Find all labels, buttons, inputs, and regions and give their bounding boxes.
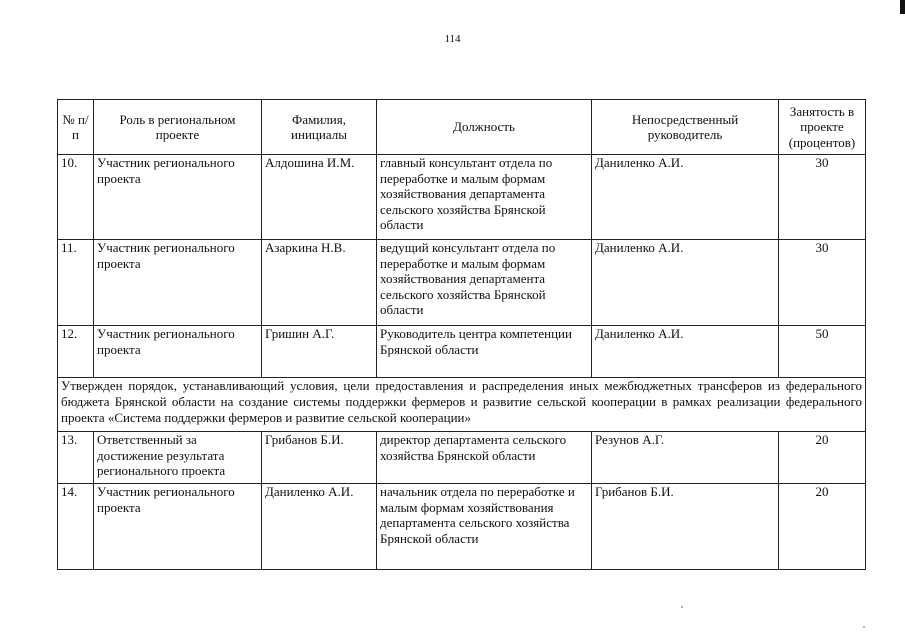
row-load: 30	[779, 155, 866, 240]
row-role: Участник регионального проекта	[94, 326, 262, 378]
row-role: Участник регионального проекта	[94, 155, 262, 240]
row-manager: Грибанов Б.И.	[592, 484, 779, 570]
row-position: ведущий консультант отдела по переработке и малым формам хозяйствования департамента сельского хозяйства Брянской области	[377, 240, 592, 326]
row-load: 20	[779, 484, 866, 570]
section-text: Утвержден порядок, устанавливающий условия, цели предоставления и распределения иных межбюджетных трансферов из федерального бюджета Брянской области на создание системы поддержки фермеров и развитие сельской кооперации в рамках реализации федерального проекта «Система поддержки фермеров и развитие сельской кооперации»	[58, 378, 866, 432]
row-number: 11.	[58, 240, 94, 326]
header-number: № п/п	[58, 100, 94, 155]
table-row	[58, 240, 866, 326]
row-role: Участник регионального проекта	[94, 484, 262, 570]
row-role: Ответственный за достижение результата регионального проекта	[94, 432, 262, 484]
page-number: 114	[444, 33, 461, 45]
header-load: Занятость в проекте (процентов)	[779, 100, 866, 155]
row-load: 30	[779, 240, 866, 326]
row-number: 10.	[58, 155, 94, 240]
header-position: Должность	[377, 100, 592, 155]
table-row	[58, 155, 866, 240]
row-manager: Даниленко А.И.	[592, 240, 779, 326]
row-manager: Резунов А.Г.	[592, 432, 779, 484]
row-name: Алдошина И.М.	[262, 155, 377, 240]
row-manager: Даниленко А.И.	[592, 155, 779, 240]
row-name: Даниленко А.И.	[262, 484, 377, 570]
row-number: 14.	[58, 484, 94, 570]
header-role: Роль в региональном проекте	[94, 100, 262, 155]
row-position: главный консультант отдела по переработке и малым формам хозяйствования департамента сельского хозяйства Брянской области	[377, 155, 592, 240]
row-manager: Даниленко А.И.	[592, 326, 779, 378]
scan-edge-mark	[900, 0, 905, 14]
row-position: Руководитель центра компетенции Брянской области	[377, 326, 592, 378]
row-name: Азаркина Н.В.	[262, 240, 377, 326]
row-position: директор департамента сельского хозяйства Брянской области	[377, 432, 592, 484]
header-manager: Непосредственный руководитель	[592, 100, 779, 155]
header-name: Фамилия, инициалы	[262, 100, 377, 155]
row-name: Грибанов Б.И.	[262, 432, 377, 484]
table-header-row	[58, 100, 866, 155]
row-load: 50	[779, 326, 866, 378]
table-row	[58, 326, 866, 378]
row-role: Участник регионального проекта	[94, 240, 262, 326]
section-row	[58, 378, 866, 432]
row-number: 12.	[58, 326, 94, 378]
table-row	[58, 432, 866, 484]
scan-speck	[681, 606, 683, 608]
row-load: 20	[779, 432, 866, 484]
row-number: 13.	[58, 432, 94, 484]
project-participants-table	[57, 99, 866, 570]
table-row	[58, 484, 866, 570]
row-name: Гришин А.Г.	[262, 326, 377, 378]
row-position: начальник отдела по переработке и малым формам хозяйствования департамента сельского хозяйства Брянской области	[377, 484, 592, 570]
scan-speck	[863, 626, 865, 628]
